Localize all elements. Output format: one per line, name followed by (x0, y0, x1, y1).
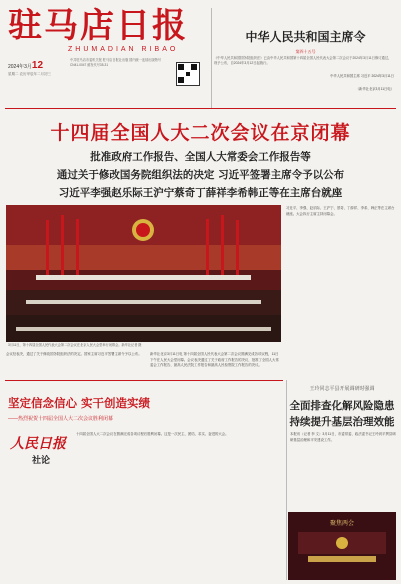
decree-source: （新华社北京3月11日电） (355, 87, 394, 91)
date-day: 12 (31, 60, 44, 71)
photo-caption: 3月11日，第十四届全国人民代表大会第二次会议在北京人民大会堂举行闭幕会。新华社记者 摄 (8, 343, 142, 347)
lead-body-left: 新华社北京3月11日电 第十四届全国人民代表大会第二次会议圆满完成各项议程，11日下午在人民大会堂闭幕。会议表决通过了关于政府工作报告的决议，批准了全国人大常委会工作报告、最高人民法院工作报告和最高人民检察院工作报告的决议。 (150, 352, 279, 368)
editorial-header (8, 395, 168, 422)
lead-body-right: 习近平、李强、赵乐际、王沪宁、蔡奇、丁薛祥、李希、韩正等在主席台就座。大会执行主席主持闭幕会。 (286, 206, 395, 216)
top-rule (5, 108, 396, 109)
panel-title: 聚焦两会 (329, 520, 354, 527)
newspaper-pinyin: ZHUMADIAN RIBAO (68, 46, 179, 53)
qr-code-icon (176, 62, 200, 86)
right-divider (286, 380, 287, 580)
assembly-photo (6, 205, 281, 342)
right-promo-panel (288, 512, 396, 580)
column-divider (211, 8, 212, 108)
right-body: 本报讯（记者 李 文）3月11日，市委常委、政法委书记王玲到平舆县调研基层治理和平安建设工作。 (290, 432, 396, 442)
lead-body-lower-left: 会议经表决，通过了关于修改国务院组织法的决定。国家主席习近平签署主席令予以公布。 (6, 352, 142, 356)
assembly-hall-image (6, 205, 281, 342)
mid-rule (5, 380, 283, 381)
issue-date (8, 60, 43, 71)
date-month: 2024年3月 (8, 64, 32, 70)
lead-subhead-1: 批准政府工作报告、全国人大常委会工作报告等 (90, 151, 311, 163)
editorial-title: 坚定信念信心 实干创造实绩 (8, 396, 151, 410)
lead-headline: 十四届全国人大二次会议在京闭幕 (50, 122, 351, 144)
decree-title: 中华人民共和国主席令 (245, 30, 366, 44)
decree-number: 第四十五号 (295, 49, 316, 54)
right-title-1: 全面排查化解风险隐患 (289, 400, 395, 412)
right-title-2: 持续提升基层治理效能 (289, 416, 395, 428)
logo-main: 人民日报 (10, 436, 66, 452)
editorial-subtitle: ——热烈祝贺十四届全国人大二次会议胜利闭幕 (8, 416, 114, 422)
lead-subhead-3: 习近平李强赵乐际王沪宁蔡奇丁薛祥李希韩正等在主席台就座 (58, 187, 343, 199)
newspaper-title: 驻马店日报 (8, 6, 188, 46)
decree-signature: 中华人民共和国主席 习近平 2024年3月11日 (330, 74, 394, 78)
decree-body: 《中华人民共和国国务院组织法》已由中华人民共和国第十四届全国人民代表大会第二次会议于2024年3月11日修订通过，现予公布，自2024年3月12日起施行。 (214, 56, 392, 65)
lead-subhead-2: 通过关于修改国务院组织法的决定 习近平签署主席令予以公布 (56, 169, 345, 181)
masthead-meta: 中共驻马店市委机关报 驻马店日报社出版 国内统一连续出版物号CN41-0047 邮发代号35-31 (70, 58, 162, 67)
logo-sub: 社论 (32, 456, 51, 466)
right-kicker: 王玲同志平县开展调研时强调 (309, 386, 375, 392)
editorial-body: 十四届全国人大二次会议在圆满完成各项议程后胜利闭幕。这是一次民主、团结、求实、奋进的大会。 (76, 432, 229, 436)
decree-header (213, 28, 398, 55)
panel-decoration-image (288, 512, 396, 580)
people-daily-logo (10, 433, 72, 471)
issue-date-extra: 星期二 农历甲辰年二月初三 (8, 72, 51, 76)
